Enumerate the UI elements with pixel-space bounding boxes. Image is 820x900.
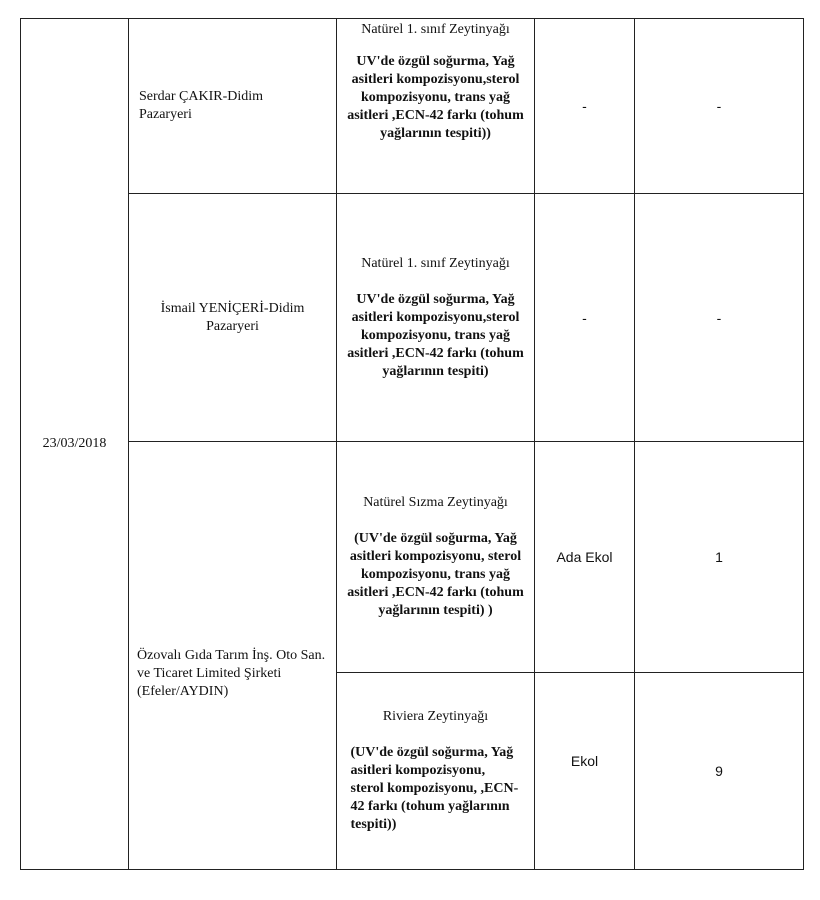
product-cell: [337, 19, 534, 193]
count-cell: [635, 442, 803, 672]
table-border-right: [803, 18, 804, 870]
analysis-text: UV'de özgül soğurma, Yağ asitleri kompozisyonu,sterol kompozisyonu, trans yağ asitleri ,ECN-42 farkı (tohum yağlarının tespiti)): [347, 54, 524, 141]
brand-cell: [535, 673, 634, 869]
table-border-bottom: [20, 869, 804, 870]
company-name: Serdar ÇAKIR-Didim Pazaryeri: [139, 89, 264, 122]
brand-cell: [535, 19, 634, 193]
count-text: -: [716, 309, 722, 326]
count-text: 9: [715, 763, 723, 779]
product-name: Riviera Zeytinyağı: [382, 709, 489, 724]
count-text: -: [716, 98, 722, 114]
date-cell: [21, 19, 128, 869]
count-cell: [635, 194, 803, 441]
count-text: 1: [715, 549, 723, 565]
brand-cell: [535, 194, 634, 441]
count-cell: [635, 673, 803, 869]
company-cell: [129, 194, 336, 441]
brand-text: Ekol: [570, 753, 599, 769]
product-cell: [337, 673, 534, 869]
product-name: Natürel 1. sınıf Zeytinyağı: [361, 22, 510, 37]
product-cell: [337, 442, 534, 672]
product-name: Natürel 1. sınıf Zeytinyağı: [361, 255, 510, 271]
product-cell: [337, 194, 534, 441]
brand-text: Ada Ekol: [556, 549, 613, 565]
analysis-text: UV'de özgül soğurma, Yağ asitleri kompozisyonu,sterol kompozisyonu, trans yağ asitleri ,ECN-42 farkı (tohum yağlarının tespiti): [347, 291, 524, 379]
analysis-text: (UV'de özgül soğurma, Yağ asitleri kompozisyonu, sterol kompozisyonu, trans yağ asitleri ,ECN-42 farkı (tohum yağlarının tespiti) ): [347, 531, 524, 618]
company-name: İsmail YENİÇERİ-Didim Pazaryeri: [160, 300, 305, 334]
analysis-text: (UV'de özgül soğurma, Yağ asitleri kompozisyonu, sterol kompozisyonu, ,ECN-42 farkı (tohum yağlarının tespiti)): [350, 745, 519, 832]
brand-text: -: [582, 309, 587, 326]
company-name: Özovalı Gıda Tarım İnş. Oto San. ve Ticaret Limited Şirketi (Efeler/AYDIN): [137, 647, 326, 699]
brand-text: -: [582, 98, 587, 114]
company-cell: [129, 19, 336, 193]
product-name: Natürel Sızma Zeytinyağı: [363, 495, 508, 510]
brand-cell: [535, 442, 634, 672]
date-text: 23/03/2018: [42, 436, 107, 451]
count-cell: [635, 19, 803, 193]
company-cell: [129, 442, 336, 869]
